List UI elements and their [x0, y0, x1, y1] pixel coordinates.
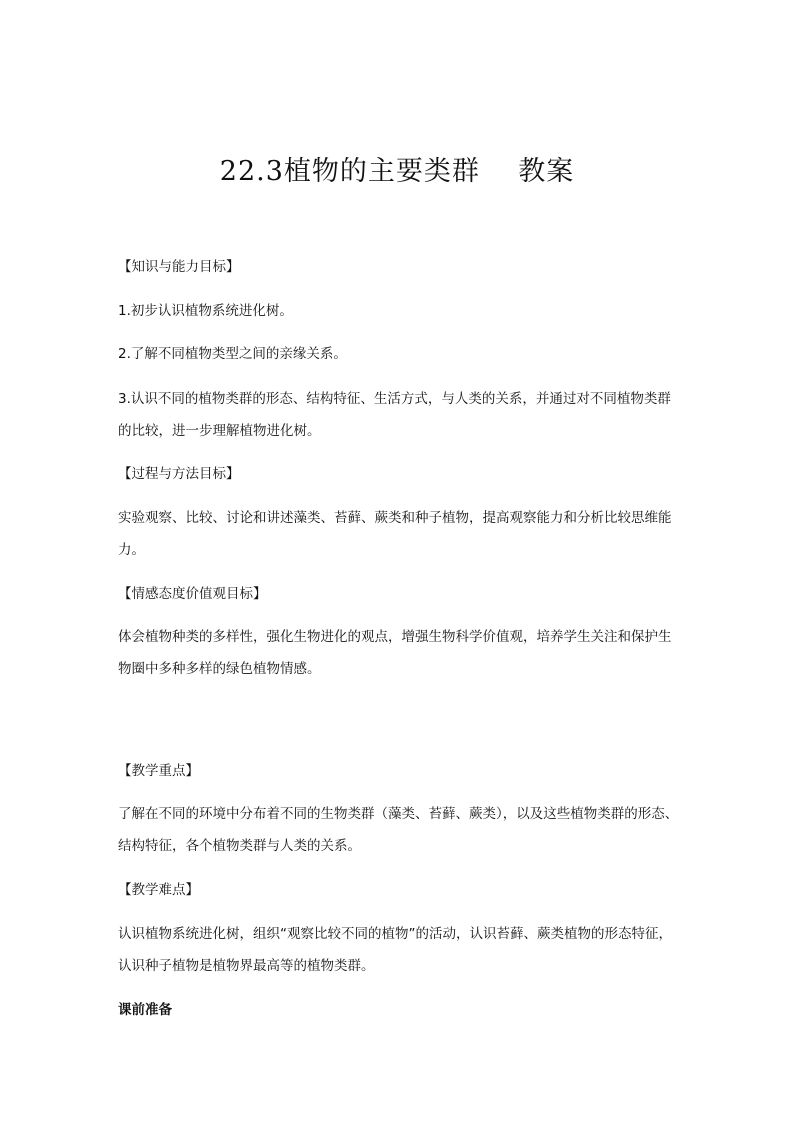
process-heading: 【过程与方法目标】 [118, 466, 240, 482]
key-heading: 【教学重点】 [118, 763, 199, 779]
knowledge-heading: 【知识与能力目标】 [118, 259, 240, 275]
emotion-heading: 【情感态度价值观目标】 [118, 586, 267, 602]
knowledge-item-1: 1.初步认识植物系统进化树。 [118, 303, 293, 319]
key-text: 了解在不同的环境中分布着不同的生物类群（藻类、苔藓、蕨类），以及这些植物类群的形态、结构特征，各个植物类群与人类的关系。 [118, 806, 679, 854]
emotion-text: 体会植物种类的多样性，强化生物进化的观点，增强生物科学价值观，培养学生关注和保护生物圈中多种多样的绿色植物情感。 [118, 629, 672, 677]
knowledge-item-3: 3.认识不同的植物类群的形态、结构特征、生活方式，与人类的关系，并通过对不同植物类群的比较，进一步理解植物进化树。 [118, 391, 671, 439]
document-title: 22.3植物的主要类群 教案 [219, 156, 575, 187]
knowledge-item-2: 2.了解不同植物类型之间的亲缘关系。 [118, 346, 347, 362]
process-text: 实验观察、比较、讨论和讲述藻类、苔藓、蕨类和种子植物，提高观察能力和分析比较思维能力。 [118, 510, 672, 558]
difficulty-text: 认识植物系统进化树，组织“观察比较不同的植物”的活动，认识苔藓、蕨类植物的形态特征，认识种子植物是植物界最高等的植物类群。 [118, 926, 672, 974]
preparation-heading: 课前准备 [118, 1002, 172, 1018]
difficulty-heading: 【教学难点】 [118, 882, 199, 898]
